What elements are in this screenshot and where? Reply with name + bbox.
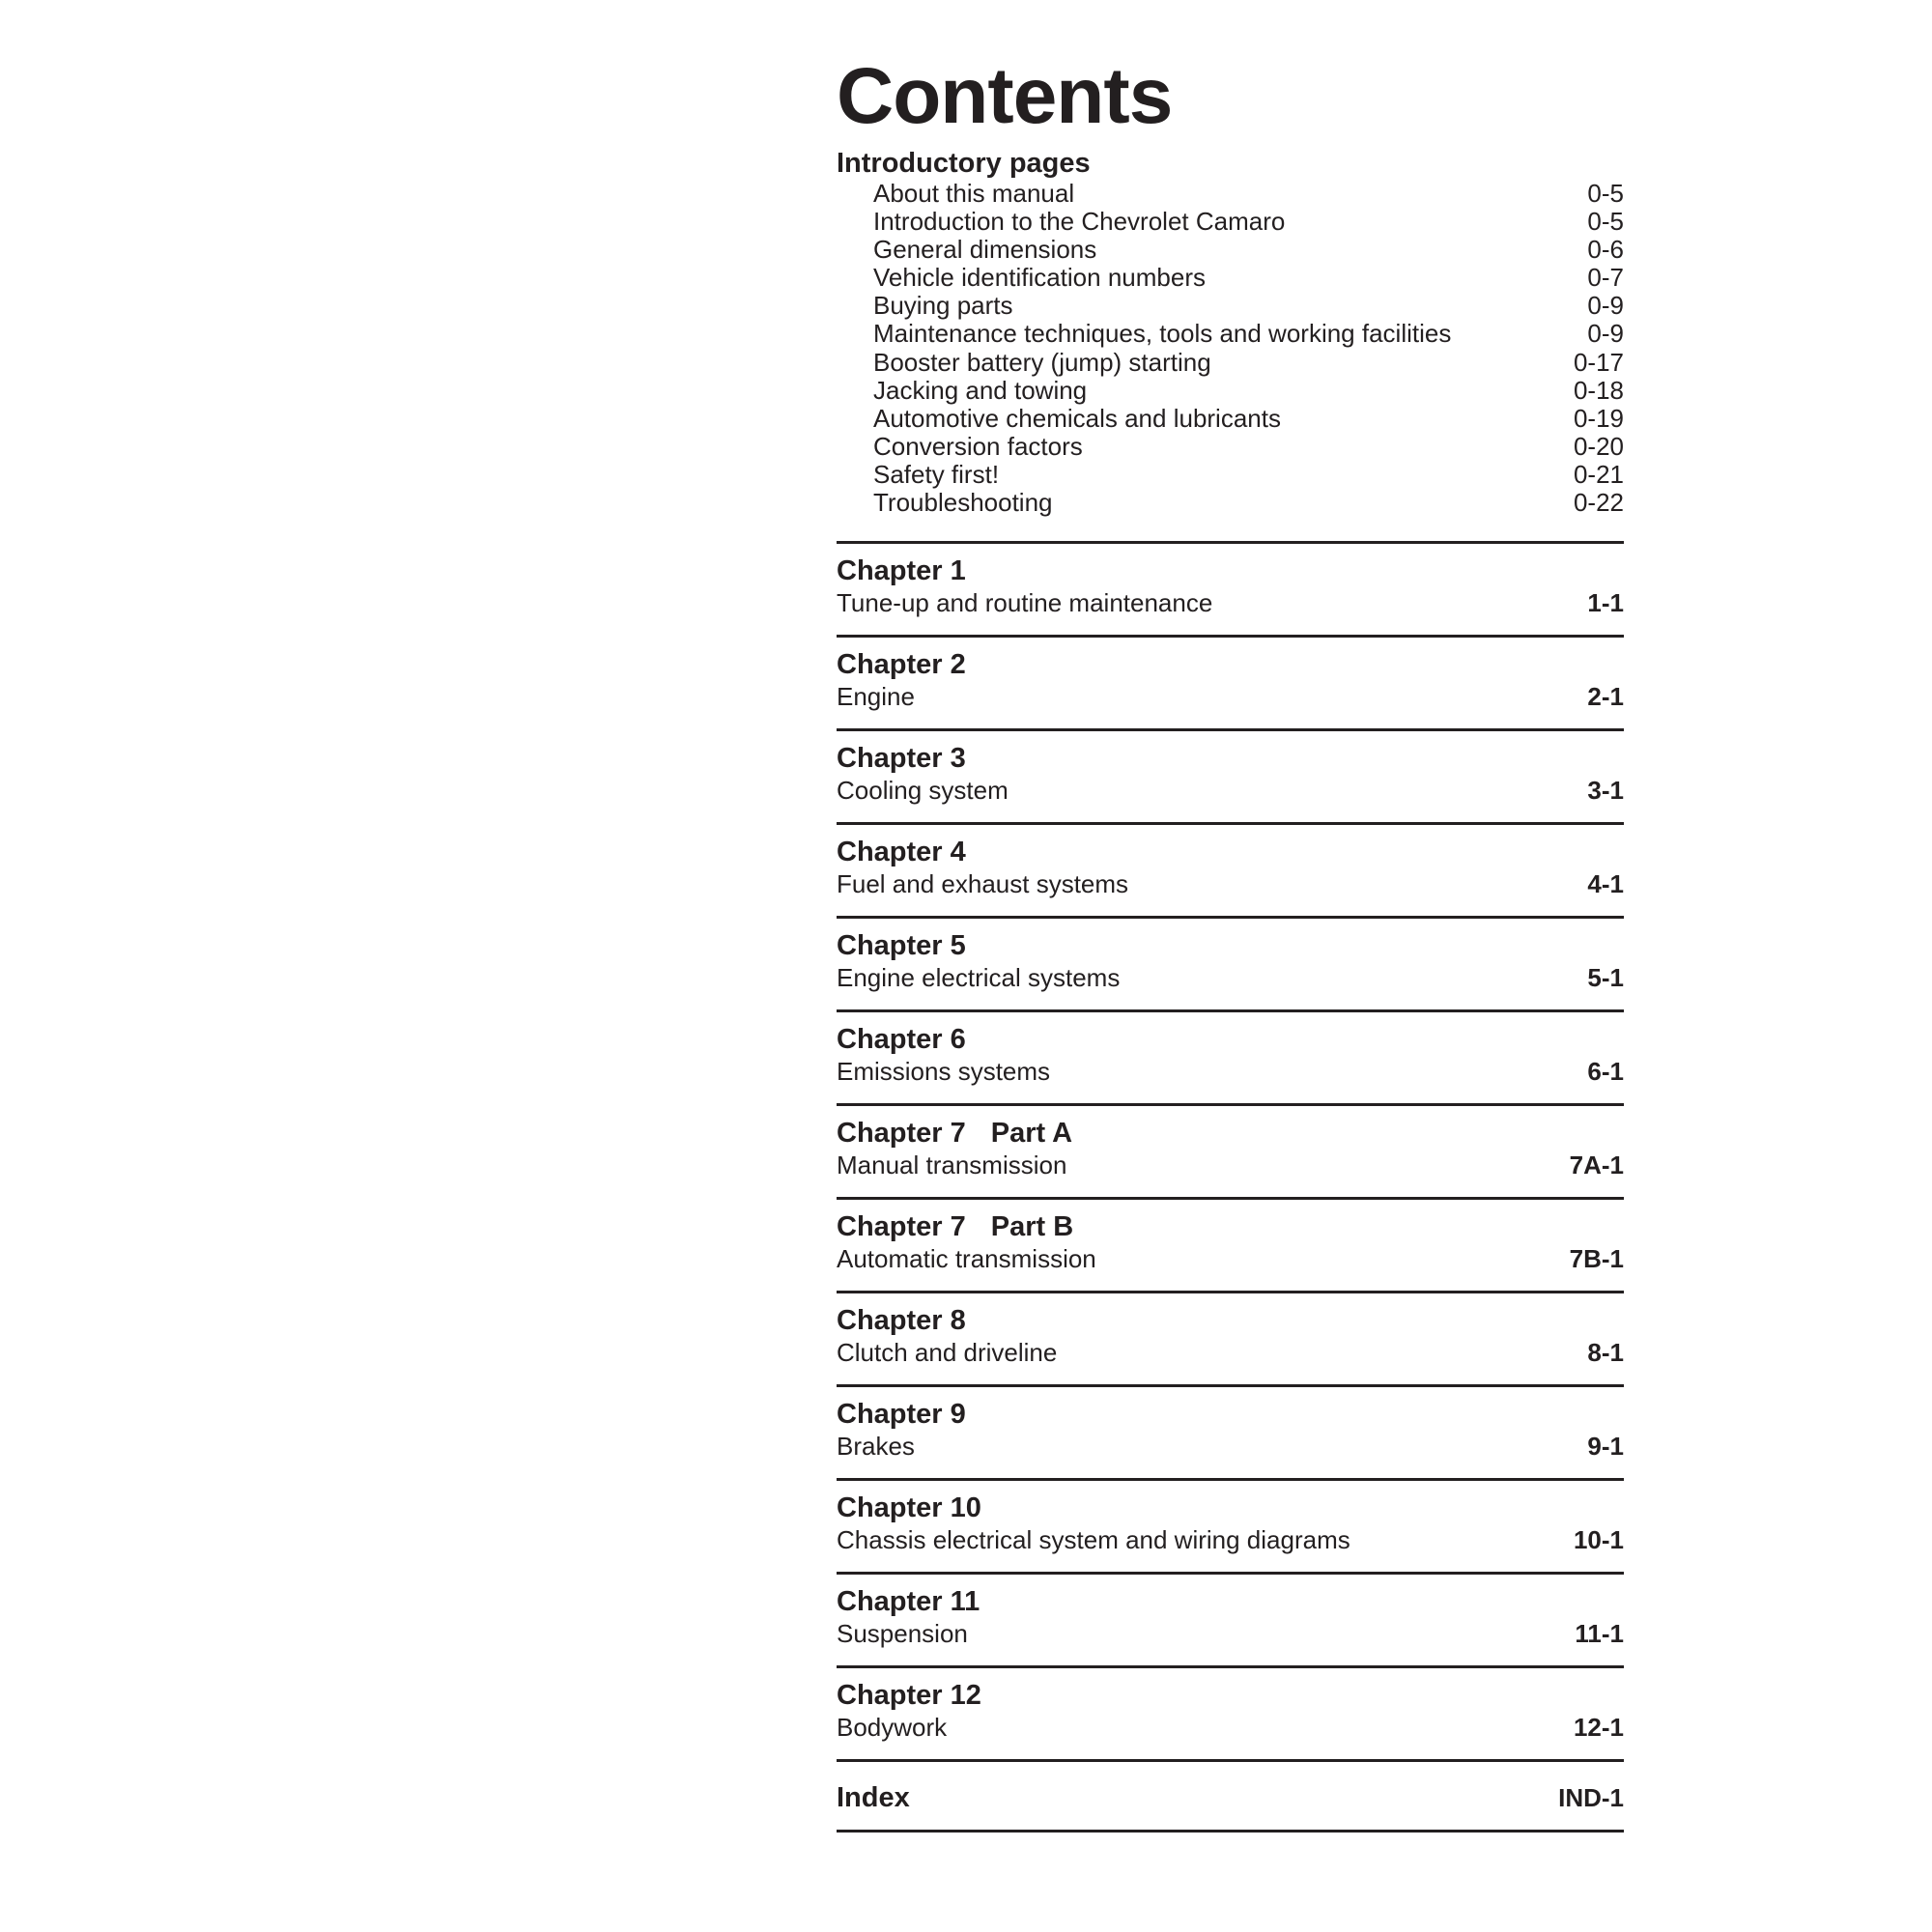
chapter-title: Bodywork xyxy=(837,1713,948,1743)
intro-entry-page: 0-17 xyxy=(1573,347,1624,377)
chapter-row xyxy=(837,1712,1624,1743)
chapter-page: 9-1 xyxy=(1587,1432,1624,1462)
chapter-entry[interactable] xyxy=(837,728,1624,822)
chapter-number: Chapter 11 xyxy=(837,1586,980,1618)
chapter-row xyxy=(837,775,1624,806)
chapter-entry[interactable] xyxy=(837,541,1624,635)
chapter-page: 1-1 xyxy=(1587,588,1624,618)
chapter-number: Chapter 2 xyxy=(837,649,966,681)
chapter-number: Chapter 10 xyxy=(837,1492,981,1524)
intro-entry[interactable] xyxy=(837,264,1624,292)
intro-entry-label: Maintenance techniques, tools and working facilities xyxy=(873,319,1452,349)
index-row xyxy=(837,1781,1624,1814)
chapter-entry[interactable] xyxy=(837,1197,1624,1291)
chapter-list xyxy=(837,541,1624,1833)
chapter-row xyxy=(837,868,1624,899)
page-title: Contents xyxy=(837,52,1173,140)
chapter-page: 12-1 xyxy=(1573,1713,1624,1743)
chapter-page: 2-1 xyxy=(1587,682,1624,712)
chapter-number: Chapter 3 xyxy=(837,743,966,775)
chapter-page: 8-1 xyxy=(1587,1338,1624,1368)
chapter-page: 3-1 xyxy=(1587,776,1624,806)
index-label: Index xyxy=(837,1782,910,1814)
chapter-title: Suspension xyxy=(837,1619,968,1649)
chapter-entry[interactable] xyxy=(837,1291,1624,1384)
chapter-number: Chapter 1 xyxy=(837,555,966,587)
chapter-entry[interactable] xyxy=(837,1478,1624,1572)
intro-entry-page: 0-22 xyxy=(1573,488,1624,518)
chapter-entry[interactable] xyxy=(837,1572,1624,1665)
index-page: IND-1 xyxy=(1558,1783,1624,1813)
chapter-row xyxy=(837,1618,1624,1649)
intro-entry-label: About this manual xyxy=(873,179,1075,208)
intro-entry-page: 0-20 xyxy=(1573,431,1624,461)
intro-entry[interactable] xyxy=(837,461,1624,489)
chapter-page: 7B-1 xyxy=(1569,1244,1624,1274)
chapter-heading xyxy=(837,648,1624,681)
chapter-part: Part B xyxy=(990,1211,1074,1243)
chapter-heading xyxy=(837,1023,1624,1056)
chapter-part: Part A xyxy=(990,1118,1073,1150)
intro-entry[interactable] xyxy=(837,320,1624,348)
chapter-row xyxy=(837,962,1624,993)
chapter-title: Automatic transmission xyxy=(837,1244,1096,1274)
chapter-number: Chapter 4 xyxy=(837,837,966,868)
chapter-title: Tune-up and routine maintenance xyxy=(837,588,1213,618)
chapter-page: 7A-1 xyxy=(1569,1151,1624,1180)
intro-entry-label: Buying parts xyxy=(873,291,1013,321)
intro-entry-label: Automotive chemicals and lubricants xyxy=(873,403,1281,433)
chapter-title: Chassis electrical system and wiring diagrams xyxy=(837,1525,1350,1555)
intro-entry-page: 0-19 xyxy=(1573,403,1624,433)
intro-entry-page: 0-21 xyxy=(1573,459,1624,489)
intro-entry[interactable] xyxy=(837,180,1624,208)
intro-entry[interactable] xyxy=(837,236,1624,264)
intro-entry-page: 0-18 xyxy=(1573,375,1624,405)
intro-entry-label: Safety first! xyxy=(873,459,1000,489)
chapter-entry[interactable] xyxy=(837,1384,1624,1478)
chapter-entry[interactable] xyxy=(837,1009,1624,1103)
intro-entry-page: 0-9 xyxy=(1587,319,1624,349)
chapter-entry[interactable] xyxy=(837,1665,1624,1759)
chapter-title: Clutch and driveline xyxy=(837,1338,1058,1368)
chapter-heading xyxy=(837,836,1624,868)
chapter-number: Chapter 6 xyxy=(837,1024,966,1056)
intro-entry[interactable] xyxy=(837,349,1624,377)
chapter-entry[interactable] xyxy=(837,916,1624,1009)
chapter-heading xyxy=(837,1398,1624,1431)
chapter-title: Engine electrical systems xyxy=(837,963,1121,993)
chapter-number: Chapter 7 xyxy=(837,1211,966,1243)
chapter-row xyxy=(837,1243,1624,1274)
chapter-row xyxy=(837,587,1624,618)
chapter-page: 6-1 xyxy=(1587,1057,1624,1087)
chapter-entry[interactable] xyxy=(837,635,1624,728)
intro-entry[interactable] xyxy=(837,208,1624,236)
chapter-title: Emissions systems xyxy=(837,1057,1051,1087)
intro-entry-label: Conversion factors xyxy=(873,431,1083,461)
chapter-row xyxy=(837,1337,1624,1368)
chapter-heading xyxy=(837,1210,1624,1243)
chapter-heading xyxy=(837,929,1624,962)
chapter-title: Engine xyxy=(837,682,915,712)
chapter-title: Fuel and exhaust systems xyxy=(837,869,1129,899)
chapter-row xyxy=(837,1524,1624,1555)
chapter-heading xyxy=(837,1679,1624,1712)
intro-entry-page: 0-6 xyxy=(1587,235,1624,265)
intro-entry-label: Introduction to the Chevrolet Camaro xyxy=(873,207,1286,237)
chapter-number: Chapter 12 xyxy=(837,1680,981,1712)
intro-entry-label: Troubleshooting xyxy=(873,488,1053,518)
chapter-row xyxy=(837,1056,1624,1087)
chapter-title: Brakes xyxy=(837,1432,915,1462)
chapter-title: Manual transmission xyxy=(837,1151,1067,1180)
chapter-heading xyxy=(837,1117,1624,1150)
chapter-entry[interactable] xyxy=(837,822,1624,916)
intro-entry-page: 0-9 xyxy=(1587,291,1624,321)
intro-entry[interactable] xyxy=(837,433,1624,461)
chapter-number: Chapter 9 xyxy=(837,1399,966,1431)
chapter-heading xyxy=(837,1492,1624,1524)
chapter-page: 4-1 xyxy=(1587,869,1624,899)
intro-entry-page: 0-5 xyxy=(1587,207,1624,237)
intro-entry-label: Booster battery (jump) starting xyxy=(873,347,1211,377)
chapter-title: Cooling system xyxy=(837,776,1009,806)
chapter-page: 10-1 xyxy=(1573,1525,1624,1555)
introductory-pages-heading: Introductory pages xyxy=(837,148,1091,179)
intro-entry-label: Vehicle identification numbers xyxy=(873,263,1206,293)
chapter-page: 5-1 xyxy=(1587,963,1624,993)
intro-entry[interactable] xyxy=(837,405,1624,433)
chapter-number: Chapter 5 xyxy=(837,930,966,962)
chapter-row xyxy=(837,681,1624,712)
chapter-entry[interactable] xyxy=(837,1103,1624,1197)
intro-entry-label: Jacking and towing xyxy=(873,375,1088,405)
intro-entry[interactable] xyxy=(837,292,1624,320)
intro-entry-page: 0-5 xyxy=(1587,179,1624,208)
chapter-number: Chapter 8 xyxy=(837,1305,966,1337)
chapter-heading xyxy=(837,554,1624,587)
chapter-heading xyxy=(837,1304,1624,1337)
intro-entry[interactable] xyxy=(837,489,1624,517)
chapter-page: 11-1 xyxy=(1575,1619,1624,1649)
index-entry[interactable] xyxy=(837,1759,1624,1833)
chapter-row xyxy=(837,1150,1624,1180)
chapter-heading xyxy=(837,742,1624,775)
chapter-number: Chapter 7 xyxy=(837,1118,966,1150)
intro-entry[interactable] xyxy=(837,377,1624,405)
chapter-row xyxy=(837,1431,1624,1462)
introductory-pages-list xyxy=(837,180,1624,517)
intro-entry-page: 0-7 xyxy=(1587,263,1624,293)
intro-entry-label: General dimensions xyxy=(873,235,1097,265)
table-of-contents xyxy=(837,50,1624,1833)
chapter-heading xyxy=(837,1585,1624,1618)
